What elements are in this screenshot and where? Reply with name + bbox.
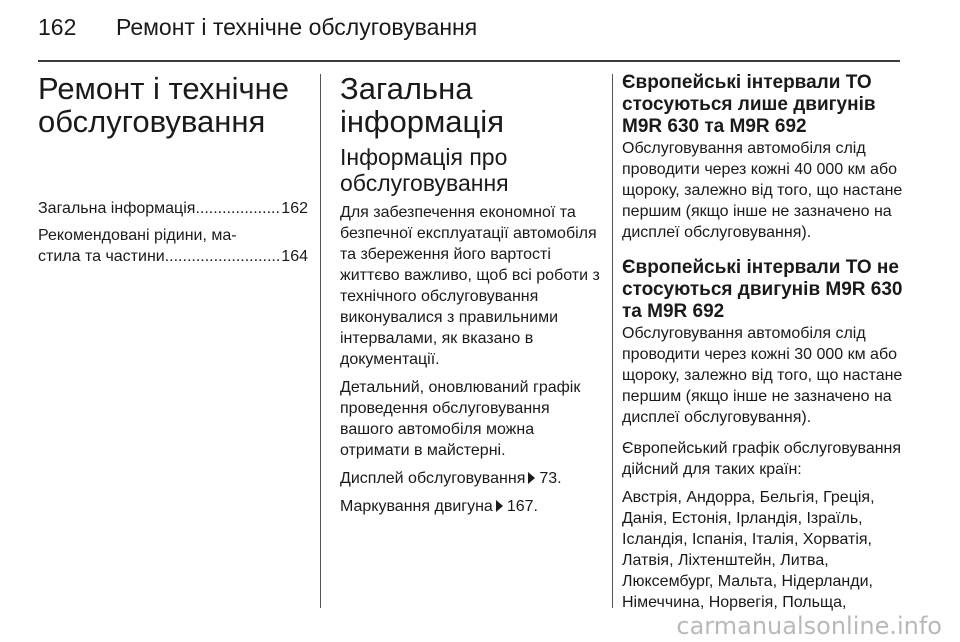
paragraph-countries-intro: Європейський графік обслуговування дійсний для таких країн: xyxy=(622,440,902,478)
paragraph-schedule: Детальний, оновлюваний графік проведення обслуговування вашого автомобіля можна отримати в майстерні. xyxy=(340,379,581,459)
toc-leader-dots xyxy=(165,246,282,267)
toc-entry-general-info[interactable] xyxy=(38,198,308,219)
toc-entry-label-line1: Рекомендовані рідини, ма- xyxy=(38,227,237,244)
chapter-title xyxy=(38,72,308,138)
toc-column xyxy=(38,72,308,273)
section-title: Загальна інформація xyxy=(340,71,504,139)
paragraph-maintenance-intro: Для забезпечення економної та безпечної експлуатації автомобіля та збереження його вартості життєво важливо, щоб всі роботи з технічного обслуговування виконувалися з правильними інтервалами, як вказано в документації. xyxy=(340,204,600,368)
toc-leader-dots xyxy=(195,198,281,219)
general-info-column xyxy=(340,72,606,524)
running-title: Ремонт і технічне обслуговування xyxy=(116,14,478,40)
reference-label: Маркування двигуна xyxy=(340,498,493,515)
heading-european-intervals-non-m9r: Європейські інтервали ТО не стосуються двигунів M9R 630 та M9R 692 xyxy=(622,257,903,322)
toc-entry-label-line2: стила та частини xyxy=(38,248,165,265)
paragraph-interval-40000: Обслуговування автомобіля слід проводити через кожні 40 000 км або щороку, залежно від того, що настане першим (якщо інше не зазначено на дисплеї обслуговування). xyxy=(622,140,903,241)
chapter-title-line2: обслуговування xyxy=(38,104,266,139)
reference-page-link[interactable]: 167. xyxy=(506,498,538,515)
page-number: 162 xyxy=(38,14,77,40)
toc-entry-page: 164 xyxy=(281,248,308,265)
subsection-title-line2: обслуговування xyxy=(340,170,509,196)
reference-label: Дисплей обслуговування xyxy=(340,470,526,487)
reference-page-link[interactable]: 73. xyxy=(539,470,562,487)
column-divider-1 xyxy=(320,74,321,608)
page-reference-arrow-icon xyxy=(496,500,503,512)
toc-entry-fluids[interactable] xyxy=(38,225,308,267)
subsection-title-line1: Інформація про xyxy=(340,144,508,170)
column-divider-2 xyxy=(612,74,613,608)
watermark: carmanualsonline.info xyxy=(676,612,942,640)
subsection-title xyxy=(340,144,606,196)
toc-entry-label: Загальна інформація xyxy=(38,200,196,217)
page-header xyxy=(38,14,900,44)
page-reference-arrow-icon xyxy=(528,472,535,484)
reference-engine-marking xyxy=(340,496,606,517)
reference-service-display xyxy=(340,468,606,489)
header-rule xyxy=(38,60,900,62)
paragraph-interval-30000: Обслуговування автомобіля слід проводити через кожні 30 000 км або щороку, залежно від того, що настане першим (якщо інше не зазначено на дисплеї обслуговування). xyxy=(622,325,903,426)
chapter-title-line1: Ремонт і технічне xyxy=(38,71,289,106)
paragraph-countries-list: Австрія, Андорра, Бельгія, Греція, Данія, Естонія, Ірландія, Ізраїль, Ісландія, Іспанія, Італія, Хорватія, Латвія, Ліхтенштейн, Литва, Люксембург, Мальта, Нідерланди, Німеччина, Норвегія, Польща, xyxy=(622,489,875,611)
heading-european-intervals-m9r: Європейські інтервали ТО стосуються лише двигунів M9R 630 та M9R 692 xyxy=(622,72,876,137)
toc-entry-page: 162 xyxy=(281,200,308,217)
intervals-column xyxy=(622,72,904,620)
